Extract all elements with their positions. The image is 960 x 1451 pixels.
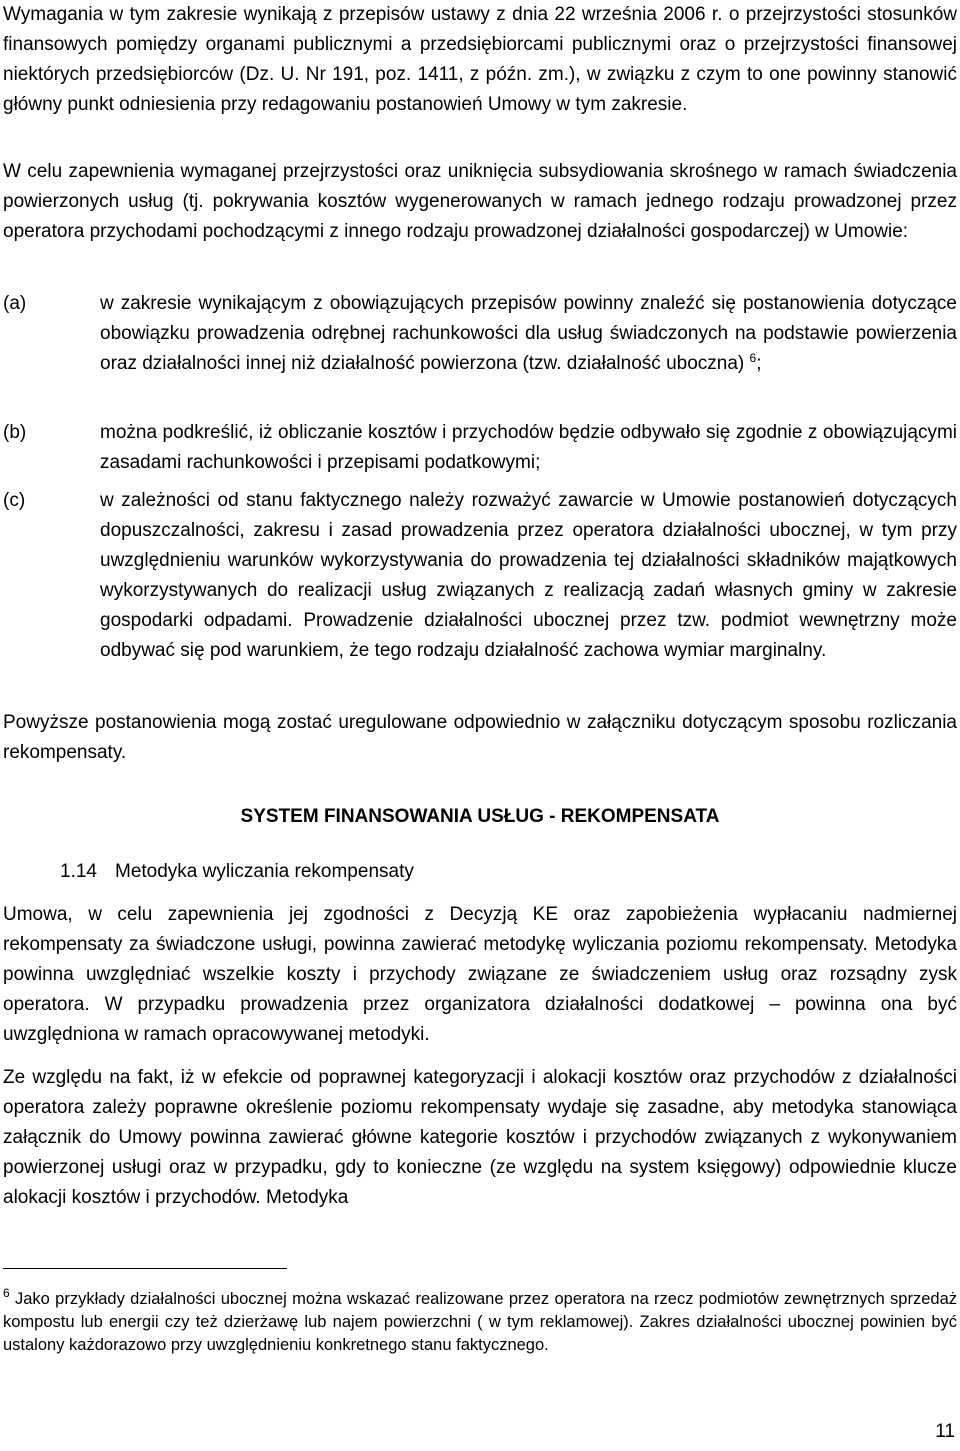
paragraph-transparency-law: Wymagania w tym zakresie wynikają z przepisów ustawy z dnia 22 września 2006 r. o przejrzystości stosunków finansowych pomiędzy organami publicznymi a przedsiębiorcami publicznymi oraz o przejrzystości finansowej niektórych przedsiębiorców (Dz. U. Nr 191, poz. 1411, z późn. zm.), w związku z czym to one powinny stanowić główny punkt odniesienia przy redagowaniu postanowień Umowy w tym zakresie. bbox=[3, 4, 957, 115]
list-item-c-text: w zależności od stanu faktycznego należy rozważyć zawarcie w Umowie postanowień dotyczących dopuszczalności, zakresu i zasad prowadzenia przez operatora działalności ubocznej, w tym przy uwzględnieniu warunków wykorzystywania do prowadzenia tej działalności składników majątkowych wykorzystywanych do realizacji usług związanych z realizacją zadań własnych gminy w zakresie gospodarki odpadami. Prowadzenie działalności ubocznej przez tzw. podmiot wewnętrzny może odbywać się pod warunkiem, że tego rodzaju działalność zachowa wymiar marginalny. bbox=[100, 490, 957, 661]
subsection-heading bbox=[60, 857, 414, 887]
footnote-number: 6 bbox=[3, 1286, 10, 1300]
list-marker: (a) bbox=[3, 293, 27, 314]
list-marker: (b) bbox=[3, 422, 27, 443]
subsection-title: Metodyka wyliczania rekompensaty bbox=[115, 861, 414, 882]
footnote-text: Jako przykłady działalności ubocznej można wskazać realizowane przez operatora na rzecz podmiotów zewnętrznych sprzedaż kompostu lub energii czy też dzierżawę lub najem powierzchni ( w tym reklamowej). Zakres działalności ubocznej powinien być ustalony każdorazowo przy uwzględnieniu konkretnego stanu faktycznego. bbox=[3, 1290, 958, 1354]
page-number: 11 bbox=[935, 1421, 955, 1442]
footnote-separator bbox=[3, 1268, 287, 1269]
footnote bbox=[3, 1288, 957, 1357]
list-marker: (c) bbox=[3, 490, 26, 511]
subsection-number: 1.14 bbox=[60, 861, 97, 882]
paragraph-cost-allocation: Ze względu na fakt, iż w efekcie od poprawnej kategoryzacji i alokacji kosztów oraz przychodów z działalności operatora zależy poprawne określenie poziomu rekompensaty wydaje się zasadne, aby metodyka stanowiąca załącznik do Umowy powinna zawierać główne kategorie kosztów i przychodów związanych z wykonywaniem powierzonej usługi oraz w przypadku, gdy to konieczne (ze względu na system księgowy) odpowiednie klucze alokacji kosztów i przychodów. Metodyka bbox=[3, 1067, 957, 1208]
paragraph-methodology: Umowa, w celu zapewnienia jej zgodności z Decyzją KE oraz zapobieżenia wypłacaniu nadmiernej rekompensaty za świadczone usługi, powinna zawierać metodykę wyliczania poziomu rekompensaty. Metodyka powinna uwzględniać wszelkie koszty i przychody związane ze świadczeniem usług oraz rozsądny zysk operatora. W przypadku prowadzenia przez organizatora działalności dodatkowej – powinna ona być uwzględniona w ramach opracowywanej metodyki. bbox=[3, 904, 957, 1045]
section-heading: SYSTEM FINANSOWANIA USŁUG - REKOMPENSATA bbox=[240, 806, 720, 827]
footnote-reference: 6 bbox=[749, 351, 757, 365]
list-item-text bbox=[100, 289, 957, 379]
list-item-a-text: w zakresie wynikającym z obowiązujących przepisów powinny znaleźć się postanowienia dotyczące obowiązku prowadzenia odrębnej rachunkowości dla usług świadczonych na podstawie powierzenia oraz działalności innej niż działalność powierzona (tzw. działalność uboczna) bbox=[100, 293, 957, 374]
list-item-a-suffix: ; bbox=[756, 353, 762, 374]
list-item-b-text: można podkreślić, iż obliczanie kosztów i przychodów będzie odbywało się zgodnie z obowiązującymi zasadami rachunkowości i przepisami podatkowymi; bbox=[100, 422, 957, 473]
paragraph-cross-subsidy: W celu zapewnienia wymaganej przejrzystości oraz uniknięcia subsydiowania skrośnego w ramach świadczenia powierzonych usług (tj. pokrywania kosztów wygenerowanych w ramach jednego rodzaju prowadzonej przez operatora przychodami pochodzącymi z innego rodzaju prowadzonej działalności gospodarczej) w Umowie: bbox=[3, 161, 957, 242]
paragraph-annex-note: Powyższe postanowienia mogą zostać uregulowane odpowiednio w załączniku dotyczącym sposobu rozliczania rekompensaty. bbox=[3, 712, 957, 763]
